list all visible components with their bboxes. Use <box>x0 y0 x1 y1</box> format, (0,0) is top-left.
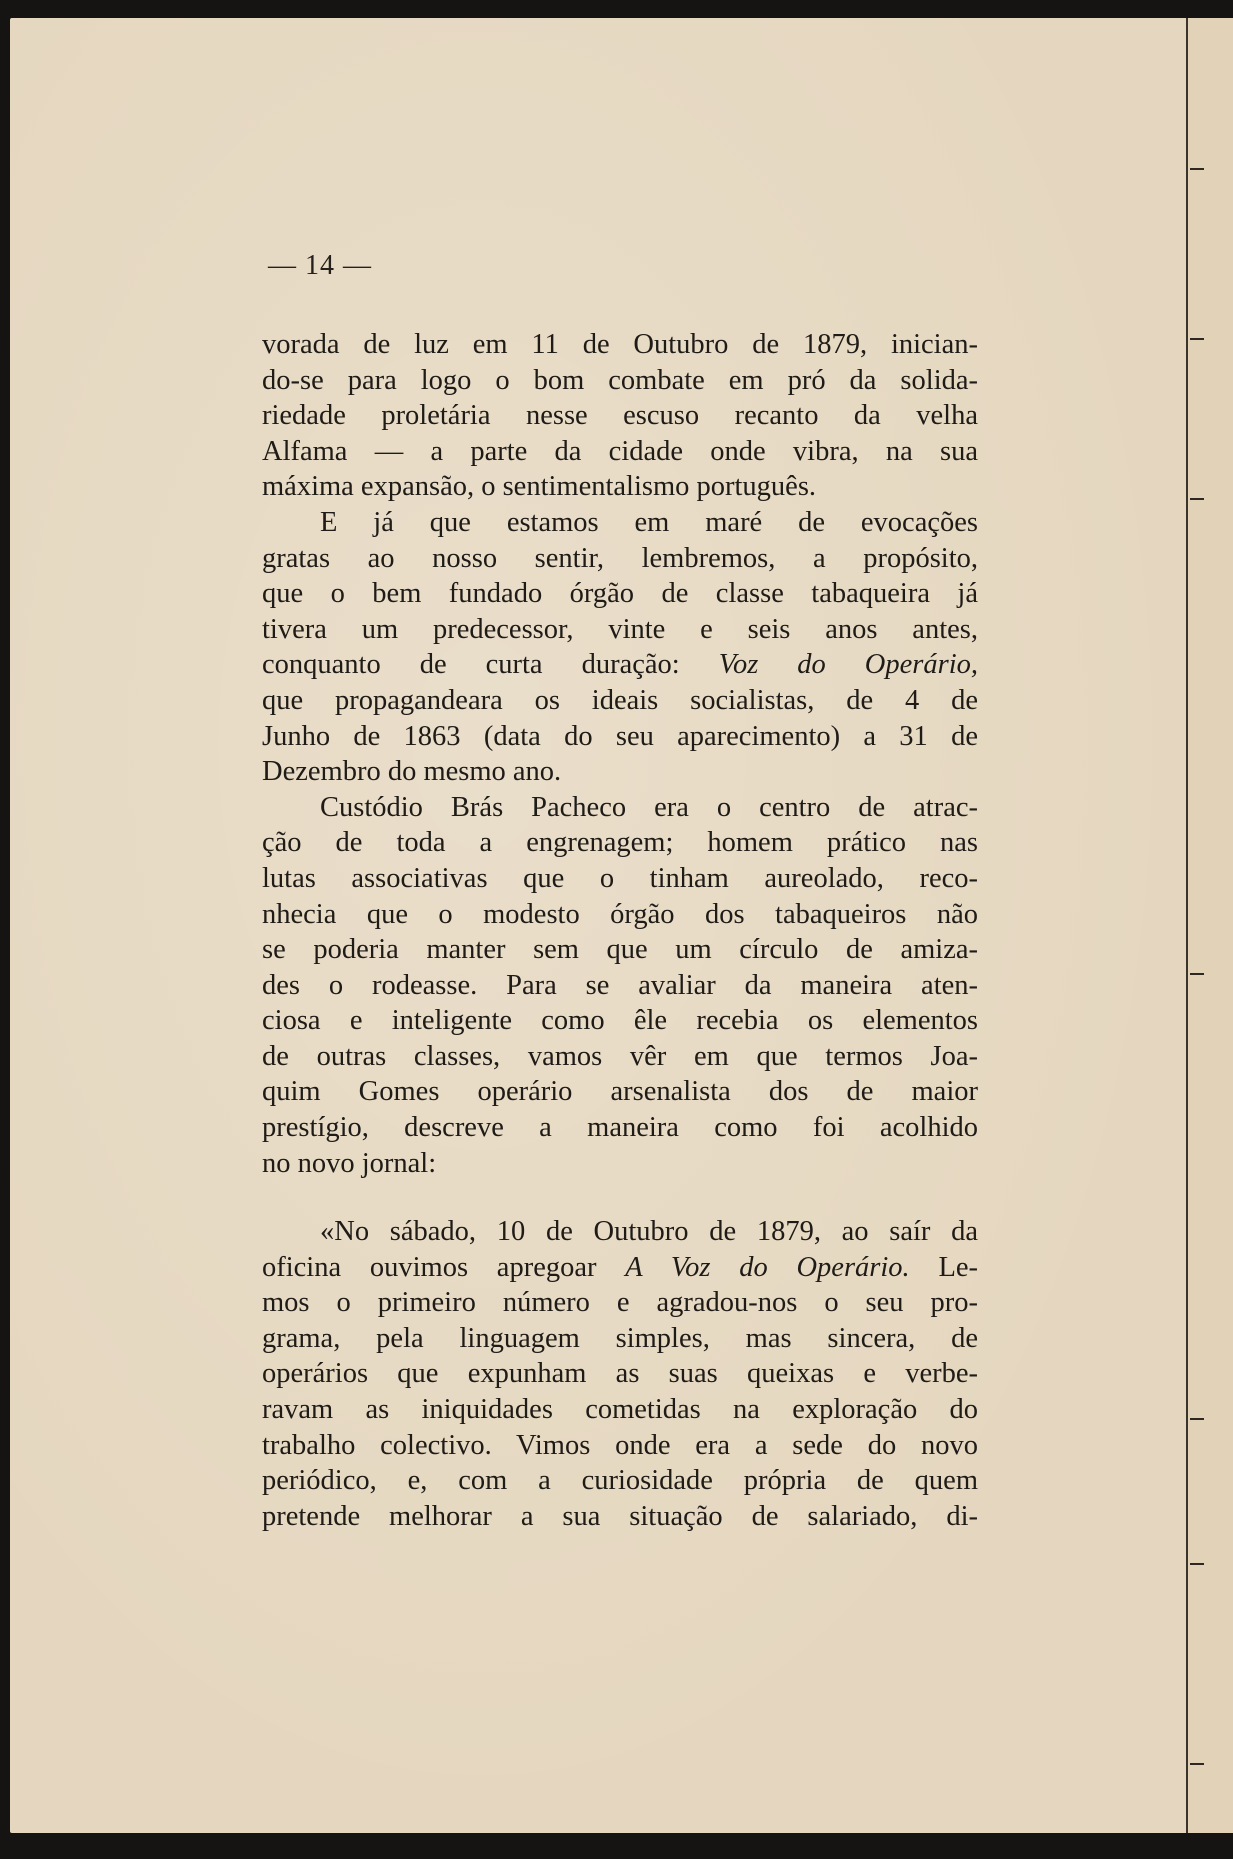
text-line: quim Gomes operário arsenalista dos de maior <box>262 1076 978 1108</box>
text-line: Custódio Brás Pacheco era o centro de atrac- <box>320 791 978 823</box>
text-line: se poderia manter sem que um círculo de amiza- <box>262 934 978 966</box>
text-line: máxima expansão, o sentimentalismo português. <box>262 471 817 503</box>
text-line: mos o primeiro número e agradou-nos o seu pro- <box>262 1287 978 1319</box>
page-number: — 14 — <box>268 250 372 281</box>
text-fragment: oficina ouvimos apregoar <box>262 1251 597 1283</box>
text-line: E já que estamos em maré de evocações <box>320 506 978 538</box>
quote-text <box>262 1214 978 1534</box>
text-line: de outras classes, vamos vêr em que termos Joa- <box>262 1040 978 1072</box>
text-line: ção de toda a engrenagem; homem prático nas <box>262 827 978 859</box>
text-line: operários que expunham as suas queixas e verbe- <box>262 1358 978 1390</box>
text-line: ravam as iniquidades cometidas na exploração do <box>262 1393 978 1425</box>
text-line-with-title <box>262 1250 978 1286</box>
text-line: periódico, e, com a curiosidade própria de quem <box>262 1465 978 1497</box>
text-line: Alfama — a parte da cidade onde vibra, na sua <box>262 435 978 467</box>
newspaper-title: Voz do Operário, <box>718 649 978 681</box>
text-line: tivera um predecessor, vinte e seis anos antes, <box>262 613 978 645</box>
text-line: ciosa e inteligente como êle recebia os elementos <box>262 1005 978 1037</box>
text-line: grama, pela linguagem simples, mas sincera, de <box>262 1322 978 1354</box>
text-line: que o bem fundado órgão de classe tabaqueira já <box>262 578 978 610</box>
text-line: riedade proletária nesse escuso recanto da velha <box>262 400 978 432</box>
text-line: prestígio, descreve a maneira como foi acolhido <box>262 1112 978 1144</box>
text-line: que propagandeara os ideais socialistas, de 4 de <box>262 684 978 716</box>
text-line: «No sábado, 10 de Outubro de 1879, ao saír da <box>320 1216 978 1247</box>
body-text <box>262 327 978 1181</box>
text-line: nhecia que o modesto órgão dos tabaqueiros não <box>262 898 978 930</box>
text-line: vorada de luz em 11 de Outubro de 1879, inician- <box>262 329 978 360</box>
page-binding-edge <box>1186 18 1233 1833</box>
text-line: pretende melhorar a sua situação de salariado, di- <box>262 1500 978 1532</box>
text-line: Junho de 1863 (data do seu aparecimento) a 31 de <box>262 720 978 752</box>
text-fragment: Le- <box>938 1251 978 1283</box>
text-line: lutas associativas que o tinham aureolado, reco- <box>262 862 978 894</box>
text-line: do-se para logo o bom combate em pró da solida- <box>262 364 978 396</box>
text-line: Dezembro do mesmo ano. <box>262 756 562 788</box>
text-line: des o rodeasse. Para se avaliar da maneira aten- <box>262 969 978 1001</box>
text-fragment: conquanto de curta duração: <box>262 649 680 681</box>
text-line: trabalho colectivo. Vimos onde era a sede do novo <box>262 1429 978 1461</box>
text-line: no novo jornal: <box>262 1147 437 1179</box>
text-line: gratas ao nosso sentir, lembremos, a propósito, <box>262 542 978 574</box>
newspaper-title: A Voz do Operário. <box>625 1251 910 1283</box>
text-line-with-title <box>262 647 978 683</box>
